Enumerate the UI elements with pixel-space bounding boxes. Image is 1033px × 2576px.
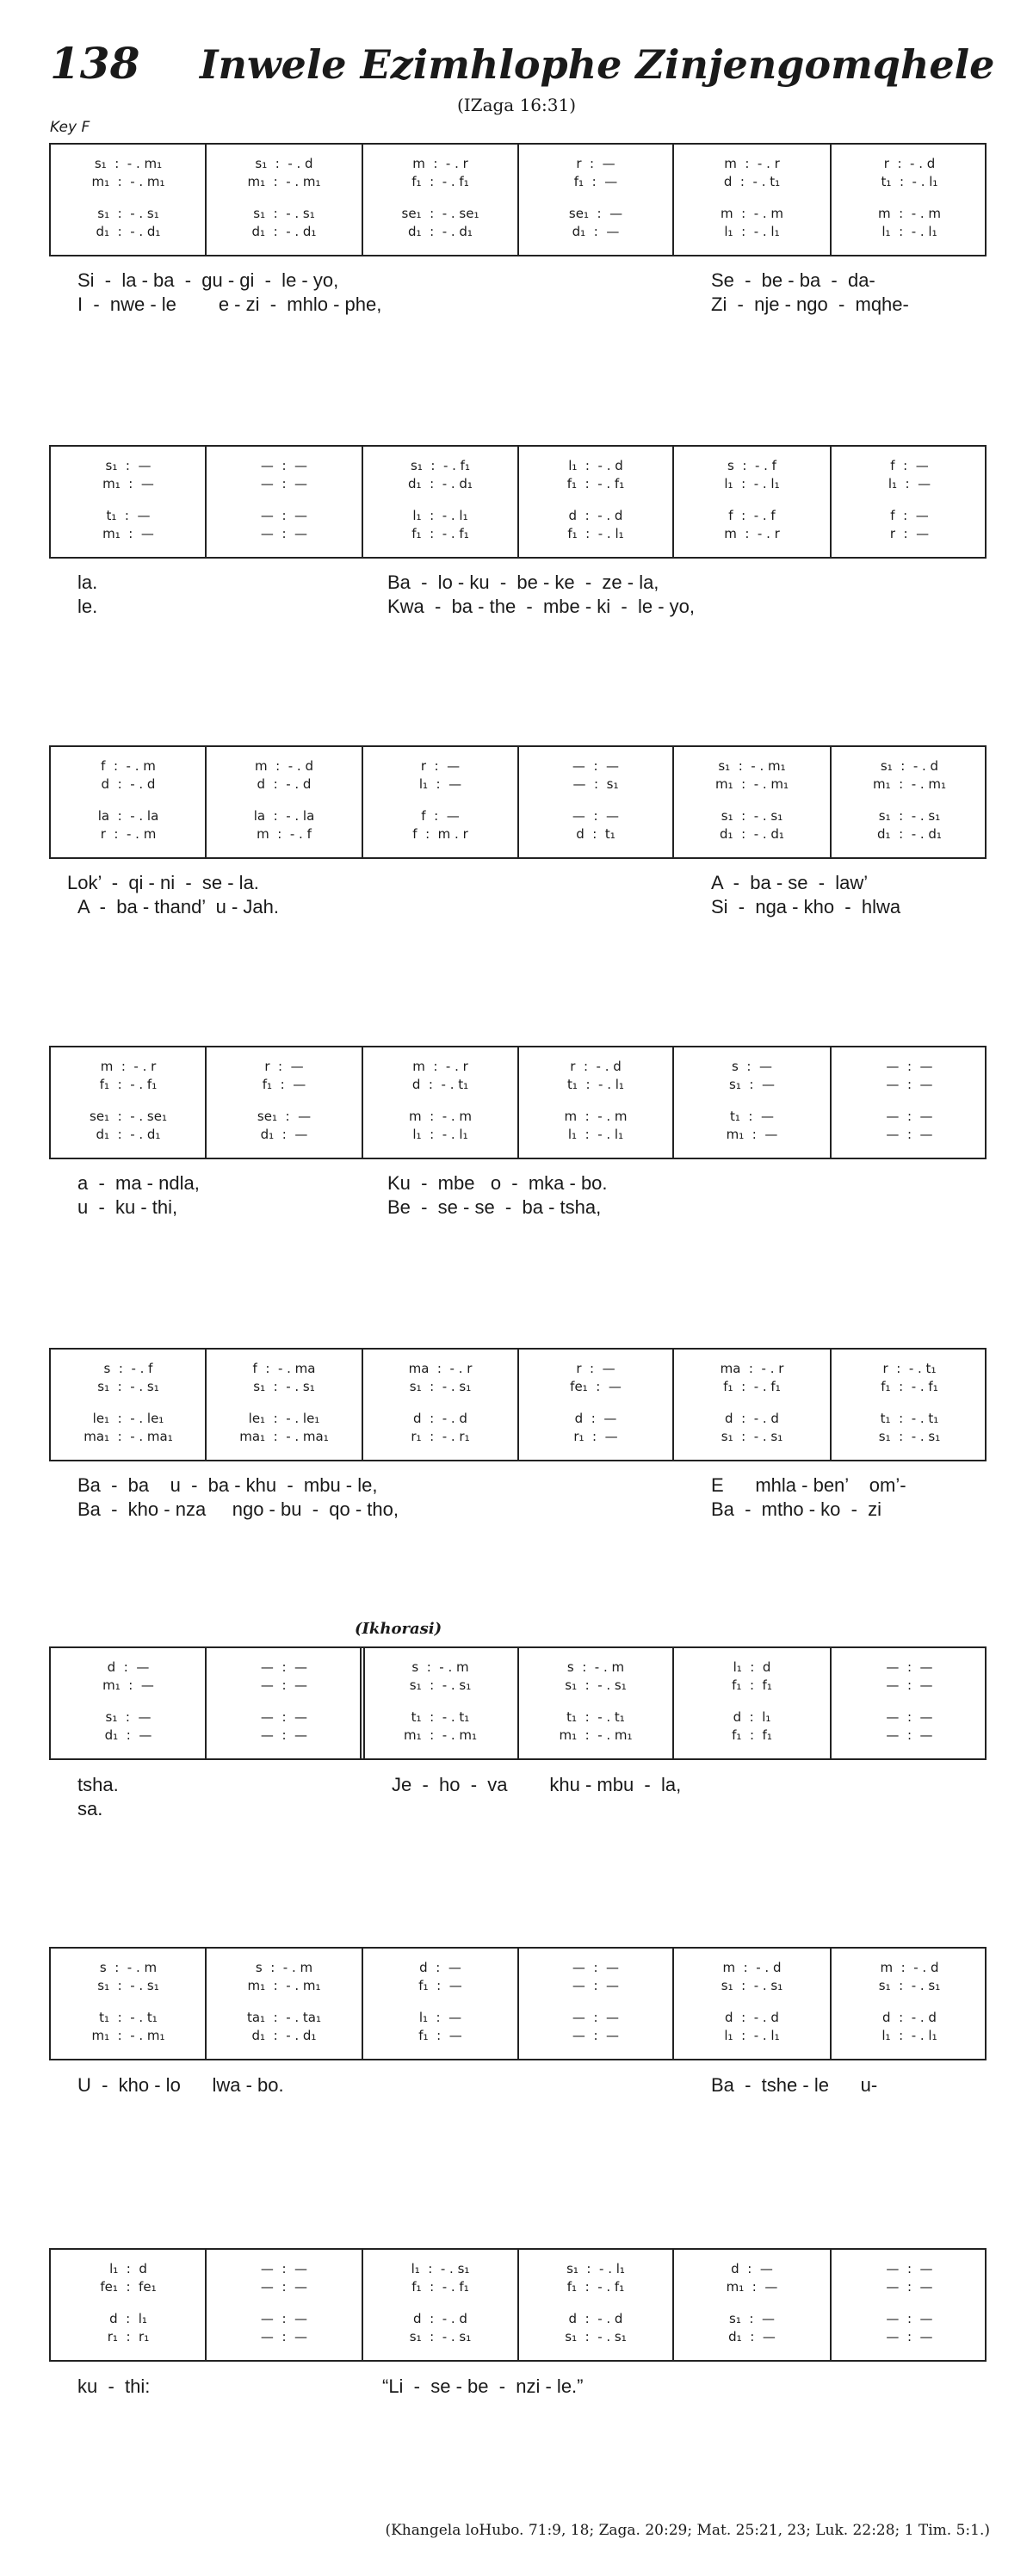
tenor-notes: f : — xyxy=(421,808,460,824)
soprano-notes: s : - . m xyxy=(566,1659,625,1675)
tenor-notes: m : - . m xyxy=(720,206,784,221)
tenor-notes: — : — xyxy=(886,1109,933,1124)
lyric-line: E mhla - ben’ om’- xyxy=(711,1474,906,1496)
lyric-line: Ba - tshe - le u- xyxy=(711,2074,878,2096)
alto-notes: f₁ : - . f₁ xyxy=(566,476,625,491)
lyric-line: u - ku - thi, xyxy=(77,1196,178,1218)
measure xyxy=(518,2250,673,2360)
soprano-notes: — : — xyxy=(572,758,620,774)
lyric-line: la. xyxy=(77,571,98,593)
tenor-notes: s₁ : - . s₁ xyxy=(721,808,783,824)
lyric-line: Ku - mbe o - mka - bo. xyxy=(387,1172,608,1194)
alto-notes: m₁ : - . m₁ xyxy=(872,776,947,792)
measure xyxy=(362,1949,518,2059)
measure xyxy=(831,1949,988,2059)
tenor-notes: d : - . d xyxy=(882,2010,937,2025)
alto-notes: — : — xyxy=(886,2279,933,2295)
alto-notes: m₁ : - . m₁ xyxy=(714,776,789,792)
measure xyxy=(518,1648,673,1758)
alto-notes: f₁ : — xyxy=(418,1978,462,1993)
soprano-notes: l₁ : - . d xyxy=(568,458,623,473)
soprano-notes: m : - . r xyxy=(412,1059,468,1074)
tenor-notes: l₁ : - . l₁ xyxy=(412,508,468,523)
alto-notes: s₁ : - . s₁ xyxy=(409,1677,472,1693)
lyric-line: “Li - se - be - nzi - le.” xyxy=(382,2375,584,2397)
alto-notes: f₁ : - . f₁ xyxy=(99,1077,158,1092)
alto-notes: s₁ : - . s₁ xyxy=(409,1379,472,1394)
bass-notes: m : - . f xyxy=(257,826,312,842)
lyric-line: Be - se - se - ba - tsha, xyxy=(387,1196,602,1218)
lyrics-block xyxy=(0,1474,1033,1526)
tenor-notes: se₁ : — xyxy=(568,206,623,221)
bass-notes: s₁ : - . s₁ xyxy=(721,1429,783,1444)
soprano-notes: s : - . m xyxy=(411,1659,469,1675)
soprano-notes: s₁ : - . m₁ xyxy=(94,156,163,171)
alto-notes: d : - . d xyxy=(257,776,312,792)
measure xyxy=(206,2250,362,2360)
bass-notes: r₁ : - . r₁ xyxy=(411,1429,470,1444)
bass-notes: r : - . m xyxy=(100,826,157,842)
tenor-notes: — : — xyxy=(572,2010,620,2025)
alto-notes: — : — xyxy=(886,1077,933,1092)
tenor-notes: l₁ : — xyxy=(418,2010,462,2025)
measure xyxy=(362,1648,518,1758)
measure xyxy=(518,1047,673,1158)
alto-notes: s₁ : - . s₁ xyxy=(565,1677,627,1693)
lyric-line: a - ma - ndla, xyxy=(77,1172,200,1194)
staff-system xyxy=(49,745,987,859)
alto-notes: fe₁ : — xyxy=(570,1379,622,1394)
alto-notes: — : — xyxy=(572,1978,620,1993)
alto-notes: — : — xyxy=(886,1677,933,1693)
footer-references: (Khangela loHubo. 71:9, 18; Zaga. 20:29; Mat. 25:21, 23; Luk. 22:28; 1 Tim. 5:1.) xyxy=(385,2522,990,2539)
hymn-title: Inwele Ezimhlophe Zinjengomqhele xyxy=(200,41,995,88)
soprano-notes: r : — xyxy=(576,1361,615,1376)
tenor-notes: d : - . d xyxy=(568,2311,623,2326)
tenor-notes: s₁ : - . s₁ xyxy=(878,808,941,824)
staff-system xyxy=(49,445,987,559)
measure xyxy=(51,145,206,255)
bass-notes: l₁ : - . l₁ xyxy=(881,224,937,239)
measure xyxy=(518,747,673,857)
tenor-notes: s₁ : — xyxy=(105,1709,152,1725)
alto-notes: l₁ : — xyxy=(418,776,462,792)
soprano-notes: r : - . d xyxy=(883,156,936,171)
lyric-line: le. xyxy=(77,596,98,617)
soprano-notes: s₁ : - . l₁ xyxy=(566,2261,625,2276)
tenor-notes: la : - . la xyxy=(97,808,159,824)
alto-notes: s₁ : — xyxy=(729,1077,775,1092)
lyric-line: Ba - kho - nza ngo - bu - qo - tho, xyxy=(77,1498,399,1520)
tenor-notes: — : — xyxy=(572,808,620,824)
measure xyxy=(673,145,831,255)
lyric-line: Si - nga - kho - hlwa xyxy=(711,896,901,917)
soprano-notes: r : — xyxy=(576,156,615,171)
tenor-notes: ta₁ : - . ta₁ xyxy=(246,2010,321,2025)
lyrics-block xyxy=(0,1172,1033,1224)
lyrics-block xyxy=(0,269,1033,321)
soprano-notes: s₁ : - . f₁ xyxy=(411,458,470,473)
bass-notes: s₁ : - . s₁ xyxy=(878,1429,941,1444)
bass-notes: m₁ : - . m₁ xyxy=(559,1727,633,1743)
bass-notes: m₁ : - . m₁ xyxy=(91,2028,165,2043)
soprano-notes: s : - . m xyxy=(255,1960,313,1975)
soprano-notes: s₁ : — xyxy=(105,458,152,473)
bass-notes: d₁ : — xyxy=(572,224,620,239)
alto-notes: m₁ : — xyxy=(102,1677,154,1693)
measure xyxy=(362,1047,518,1158)
tenor-notes: d : - . d xyxy=(413,1411,467,1426)
lyric-line: Si - la - ba - gu - gi - le - yo, xyxy=(77,269,339,291)
soprano-notes: m : - . r xyxy=(100,1059,157,1074)
measure xyxy=(51,1648,206,1758)
alto-notes: s₁ : - . s₁ xyxy=(97,1978,159,1993)
soprano-notes: m : - . r xyxy=(724,156,780,171)
soprano-notes: — : — xyxy=(886,1059,933,1074)
lyric-line: Se - be - ba - da- xyxy=(711,269,875,291)
lyric-line: I - nwe - le e - zi - mhlo - phe, xyxy=(77,293,382,315)
soprano-notes: l₁ : d xyxy=(733,1659,771,1675)
tenor-notes: la : - . la xyxy=(253,808,315,824)
tenor-notes: t₁ : — xyxy=(729,1109,775,1124)
lyric-line: Zi - nje - ngo - mqhe- xyxy=(711,293,909,315)
tenor-notes: — : — xyxy=(260,508,308,523)
tenor-notes: f : - . f xyxy=(728,508,776,523)
hymn-header xyxy=(0,0,1033,136)
soprano-notes: m : - . r xyxy=(412,156,468,171)
bass-notes: m₁ : — xyxy=(102,526,154,541)
lyrics-block xyxy=(0,1774,1033,1825)
chorus-label: (Ikhorasi) xyxy=(355,1620,442,1638)
soprano-notes: — : — xyxy=(572,1960,620,1975)
lyric-line: U - kho - lo lwa - bo. xyxy=(77,2074,284,2096)
tenor-notes: d : l₁ xyxy=(733,1709,771,1725)
tenor-notes: d : - . d xyxy=(568,508,623,523)
bass-notes: s₁ : - . s₁ xyxy=(409,2329,472,2344)
tenor-notes: t₁ : - . t₁ xyxy=(880,1411,939,1426)
measure xyxy=(51,2250,206,2360)
bass-notes: d₁ : - . d₁ xyxy=(408,224,473,239)
measure xyxy=(831,1648,988,1758)
measure xyxy=(206,145,362,255)
bass-notes: d₁ : — xyxy=(728,2329,776,2344)
lyric-line: Je - ho - va khu - mbu - la, xyxy=(392,1774,682,1795)
lyrics-block xyxy=(0,2074,1033,2126)
tenor-notes: se₁ : - . se₁ xyxy=(401,206,479,221)
bass-notes: f₁ : - . l₁ xyxy=(567,526,624,541)
alto-notes: s₁ : - . s₁ xyxy=(878,1978,941,1993)
alto-notes: m₁ : - . m₁ xyxy=(247,1978,321,1993)
bass-notes: f₁ : - . f₁ xyxy=(411,526,469,541)
staff-system xyxy=(49,1646,987,1760)
tenor-notes: le₁ : - . le₁ xyxy=(92,1411,164,1426)
soprano-notes: f : - . m xyxy=(101,758,156,774)
bass-notes: f : m . r xyxy=(412,826,468,842)
tenor-notes: m : - . m xyxy=(408,1109,473,1124)
measure xyxy=(673,1047,831,1158)
soprano-notes: s : — xyxy=(732,1059,772,1074)
tenor-notes: le₁ : - . le₁ xyxy=(248,1411,320,1426)
lyric-line: Kwa - ba - the - mbe - ki - le - yo, xyxy=(387,596,695,617)
measure xyxy=(831,2250,988,2360)
alto-notes: — : — xyxy=(260,476,308,491)
lyric-line: tsha. xyxy=(77,1774,119,1795)
alto-notes: d₁ : - . d₁ xyxy=(408,476,473,491)
bass-notes: f₁ : f₁ xyxy=(732,1727,772,1743)
lyrics-block xyxy=(0,571,1033,623)
soprano-notes: s₁ : - . d xyxy=(880,758,939,774)
tenor-notes: — : — xyxy=(886,2311,933,2326)
bass-notes: — : — xyxy=(886,2329,933,2344)
soprano-notes: m : - . d xyxy=(722,1960,782,1975)
measure xyxy=(206,1047,362,1158)
measure xyxy=(51,1047,206,1158)
staff-system xyxy=(49,143,987,256)
measure xyxy=(206,1648,362,1758)
measure xyxy=(831,747,988,857)
hymn-number: 138 xyxy=(50,38,140,89)
soprano-notes: s₁ : - . d xyxy=(255,156,313,171)
tenor-notes: t₁ : - . t₁ xyxy=(99,2010,158,2025)
tenor-notes: s₁ : — xyxy=(729,2311,775,2326)
soprano-notes: d : — xyxy=(731,2261,773,2276)
lyrics-block xyxy=(0,872,1033,924)
alto-notes: — : — xyxy=(260,1677,308,1693)
soprano-notes: m : - . d xyxy=(880,1960,939,1975)
alto-notes: f₁ : — xyxy=(262,1077,306,1092)
soprano-notes: — : — xyxy=(260,458,308,473)
soprano-notes: s : - . f xyxy=(103,1361,153,1376)
bass-notes: d₁ : - . d₁ xyxy=(251,2028,317,2043)
measure xyxy=(206,1949,362,2059)
measure xyxy=(518,447,673,557)
soprano-notes: s : - . f xyxy=(727,458,776,473)
lyric-line: Ba - lo - ku - be - ke - ze - la, xyxy=(387,571,659,593)
alto-notes: f₁ : - . f₁ xyxy=(723,1379,781,1394)
alto-notes: m₁ : - . m₁ xyxy=(247,174,321,189)
bass-notes: d₁ : - . d₁ xyxy=(251,224,317,239)
bass-notes: m₁ : — xyxy=(726,1127,778,1142)
lyric-line: A - ba - thand’ u - Jah. xyxy=(77,896,279,917)
alto-notes: m₁ : — xyxy=(726,2279,778,2295)
alto-notes: s₁ : - . s₁ xyxy=(721,1978,783,1993)
alto-notes: fe₁ : fe₁ xyxy=(100,2279,157,2295)
bass-notes: — : — xyxy=(260,1727,308,1743)
lyric-line: A - ba - se - law’ xyxy=(711,872,869,893)
alto-notes: s₁ : - . s₁ xyxy=(253,1379,315,1394)
soprano-notes: ma : - . r xyxy=(408,1361,473,1376)
alto-notes: f₁ : - . f₁ xyxy=(566,2279,625,2295)
bass-notes: d₁ : — xyxy=(104,1727,152,1743)
bass-notes: d₁ : — xyxy=(260,1127,308,1142)
measure xyxy=(518,1350,673,1460)
soprano-notes: r : — xyxy=(264,1059,304,1074)
measure xyxy=(831,447,988,557)
tenor-notes: m : - . m xyxy=(564,1109,628,1124)
soprano-notes: f : - . ma xyxy=(252,1361,316,1376)
alto-notes: m₁ : — xyxy=(102,476,154,491)
soprano-notes: d : — xyxy=(107,1659,150,1675)
measure xyxy=(518,145,673,255)
bass-notes: f₁ : — xyxy=(418,2028,462,2043)
bass-notes: r₁ : r₁ xyxy=(107,2329,150,2344)
tenor-notes: t₁ : - . t₁ xyxy=(566,1709,625,1725)
measure xyxy=(831,1047,988,1158)
measure xyxy=(362,145,518,255)
tenor-notes: — : — xyxy=(260,1709,308,1725)
bass-notes: d₁ : - . d₁ xyxy=(720,826,784,842)
tenor-notes: m : - . m xyxy=(877,206,942,221)
bass-notes: r : — xyxy=(889,526,930,541)
bass-notes: ma₁ : - . ma₁ xyxy=(239,1429,329,1444)
bass-notes: l₁ : - . l₁ xyxy=(567,1127,624,1142)
tenor-notes: d : — xyxy=(574,1411,617,1426)
soprano-notes: s : - . m xyxy=(99,1960,158,1975)
lyric-line: Ba - ba u - ba - khu - mbu - le, xyxy=(77,1474,378,1496)
soprano-notes: r : - . d xyxy=(570,1059,622,1074)
alto-notes: — : — xyxy=(260,2279,308,2295)
soprano-notes: l₁ : d xyxy=(109,2261,147,2276)
lyric-line: ku - thi: xyxy=(77,2375,151,2397)
tenor-notes: — : — xyxy=(260,2311,308,2326)
alto-notes: d : - . t₁ xyxy=(411,1077,469,1092)
alto-notes: f₁ : — xyxy=(573,174,618,189)
bass-notes: l₁ : - . l₁ xyxy=(412,1127,468,1142)
lyrics-block xyxy=(0,2375,1033,2427)
bass-notes: — : — xyxy=(886,1727,933,1743)
measure xyxy=(831,1350,988,1460)
tenor-notes: se₁ : - . se₁ xyxy=(90,1109,167,1124)
bass-notes: ma₁ : - . ma₁ xyxy=(84,1429,173,1444)
alto-notes: m₁ : - . m₁ xyxy=(91,174,165,189)
bass-notes: — : — xyxy=(572,2028,620,2043)
soprano-notes: — : — xyxy=(260,1659,308,1675)
measure xyxy=(362,747,518,857)
soprano-notes: — : — xyxy=(886,2261,933,2276)
measure xyxy=(51,447,206,557)
alto-notes: d : - . t₁ xyxy=(723,174,781,189)
soprano-notes: — : — xyxy=(886,1659,933,1675)
lyric-line: Ba - mtho - ko - zi xyxy=(711,1498,882,1520)
soprano-notes: d : — xyxy=(419,1960,461,1975)
alto-notes: t₁ : - . l₁ xyxy=(567,1077,624,1092)
measure xyxy=(206,447,362,557)
bass-notes: r₁ : — xyxy=(573,1429,618,1444)
measure xyxy=(831,145,988,255)
staff-system xyxy=(49,1348,987,1461)
tenor-notes: d : - . d xyxy=(413,2311,467,2326)
soprano-notes: r : - . t₁ xyxy=(882,1361,937,1376)
alto-notes: d : - . d xyxy=(101,776,156,792)
bass-notes: l₁ : - . l₁ xyxy=(724,224,780,239)
measure xyxy=(673,1648,831,1758)
tenor-notes: s₁ : - . s₁ xyxy=(97,206,159,221)
tenor-notes: t₁ : - . t₁ xyxy=(411,1709,470,1725)
tenor-notes: t₁ : — xyxy=(106,508,151,523)
alto-notes: f₁ : - . f₁ xyxy=(881,1379,938,1394)
tenor-notes: se₁ : — xyxy=(257,1109,312,1124)
measure xyxy=(362,1350,518,1460)
alto-notes: l₁ : — xyxy=(888,476,931,491)
bass-notes: d₁ : - . d₁ xyxy=(96,224,161,239)
alto-notes: f₁ : - . f₁ xyxy=(411,2279,469,2295)
measure xyxy=(518,1949,673,2059)
bass-notes: — : — xyxy=(886,1127,933,1142)
measure xyxy=(206,747,362,857)
soprano-notes: ma : - . r xyxy=(720,1361,784,1376)
measure xyxy=(51,1949,206,2059)
measure xyxy=(673,2250,831,2360)
measure xyxy=(362,447,518,557)
tenor-notes: s₁ : - . s₁ xyxy=(253,206,315,221)
bass-notes: — : — xyxy=(260,526,308,541)
soprano-notes: f : — xyxy=(890,458,929,473)
measure xyxy=(673,1350,831,1460)
bass-notes: s₁ : - . s₁ xyxy=(565,2329,627,2344)
measure xyxy=(362,2250,518,2360)
scripture-reference: (IZaga 16:31) xyxy=(456,95,577,115)
bass-notes: l₁ : - . l₁ xyxy=(724,2028,780,2043)
bass-notes: d : t₁ xyxy=(576,826,615,842)
lyric-line: Lok’ - qi - ni - se - la. xyxy=(67,872,259,893)
tenor-notes: f : — xyxy=(890,508,929,523)
tenor-notes: d : l₁ xyxy=(109,2311,147,2326)
bass-notes: d₁ : - . d₁ xyxy=(96,1127,161,1142)
measure xyxy=(206,1350,362,1460)
soprano-notes: m : - . d xyxy=(255,758,313,774)
measure xyxy=(673,447,831,557)
bass-notes: l₁ : - . l₁ xyxy=(881,2028,937,2043)
bass-notes: m : - . r xyxy=(724,526,780,541)
tenor-notes: — : — xyxy=(886,1709,933,1725)
alto-notes: f₁ : f₁ xyxy=(732,1677,772,1693)
key-signature: Key F xyxy=(50,119,90,136)
soprano-notes: — : — xyxy=(260,2261,308,2276)
tenor-notes: d : - . d xyxy=(725,2010,779,2025)
alto-notes: — : s₁ xyxy=(572,776,619,792)
bass-notes: m₁ : - . m₁ xyxy=(403,1727,478,1743)
measure xyxy=(51,747,206,857)
tenor-notes: d : - . d xyxy=(725,1411,779,1426)
alto-notes: s₁ : - . s₁ xyxy=(97,1379,159,1394)
measure xyxy=(673,747,831,857)
soprano-notes: r : — xyxy=(420,758,461,774)
lyric-line: sa. xyxy=(77,1798,103,1819)
alto-notes: t₁ : - . l₁ xyxy=(881,174,938,189)
staff-system xyxy=(49,2248,987,2362)
measure xyxy=(673,1949,831,2059)
bass-notes: d₁ : - . d₁ xyxy=(877,826,942,842)
staff-system xyxy=(49,1046,987,1159)
soprano-notes: l₁ : - . s₁ xyxy=(411,2261,470,2276)
measure xyxy=(51,1350,206,1460)
alto-notes: l₁ : - . l₁ xyxy=(724,476,780,491)
bass-notes: — : — xyxy=(260,2329,308,2344)
soprano-notes: s₁ : - . m₁ xyxy=(718,758,786,774)
staff-system xyxy=(49,1947,987,2060)
alto-notes: f₁ : - . f₁ xyxy=(411,174,469,189)
